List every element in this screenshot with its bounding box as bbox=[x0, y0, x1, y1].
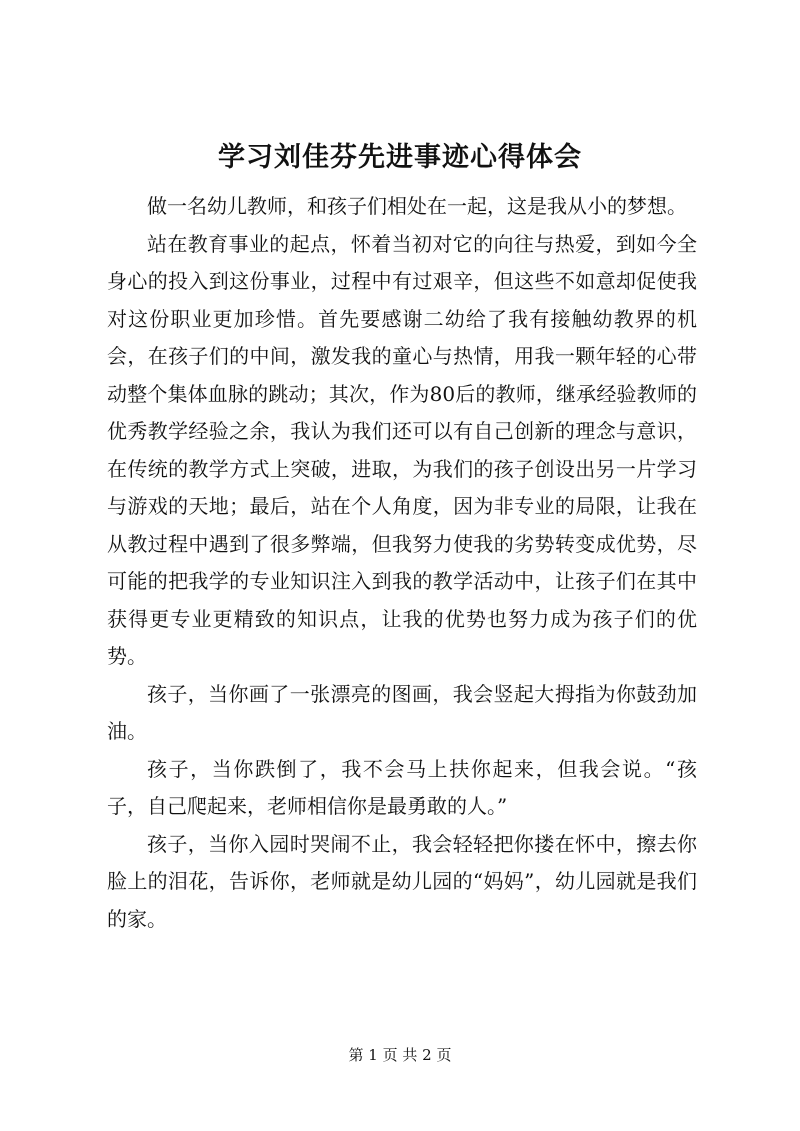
paragraph-5: 孩子，当你入园时哭闹不止，我会轻轻把你搂在怀中，擦去你脸上的泪花，告诉你，老师就是幼儿园的“妈妈”，幼儿园就是我们的家。 bbox=[107, 831, 697, 931]
page-number-footer: 第 1 页 共 2 页 bbox=[348, 1046, 452, 1064]
paragraph-2: 站在教育事业的起点，怀着当初对它的向往与热爱，到如今全身心的投入到这份事业，过程中有过艰辛，但这些不如意却促使我对这份职业更加珍惜。首先要感谢二幼给了我有接触幼教界的机会，在孩子们的中间，激发我的童心与热情，用我一颗年轻的心带动整个集体血脉的跳动；其次，作为80后的教师，继承经验教师的优秀教学经验之余，我认为我们还可以有自己创新的理念与意识，在传统的教学方式上突破，进取，为我们的孩子创设出另一片学习与游戏的天地；最后，站在个人角度，因为非专业的局限，让我在从教过程中遇到了很多弊端，但我努力使我的劣势转变成优势，尽可能的把我学的专业知识注入到我的教学活动中，让孩子们在其中获得更专业更精致的知识点，让我的优势也努力成为孩子们的优势。 bbox=[107, 231, 697, 668]
paragraph-3: 孩子，当你画了一张漂亮的图画，我会竖起大拇指为你鼓劲加油。 bbox=[107, 681, 697, 743]
paragraph-1: 做一名幼儿教师，和孩子们相处在一起，这是我从小的梦想。 bbox=[147, 194, 687, 218]
document-title: 学习刘佳芬先进事迹心得体会 bbox=[218, 142, 582, 173]
document-body bbox=[107, 188, 697, 938]
paragraph-4: 孩子，当你跌倒了，我不会马上扶你起来，但我会说。“孩子，自己爬起来，老师相信你是最勇敢的人。” bbox=[107, 756, 697, 818]
